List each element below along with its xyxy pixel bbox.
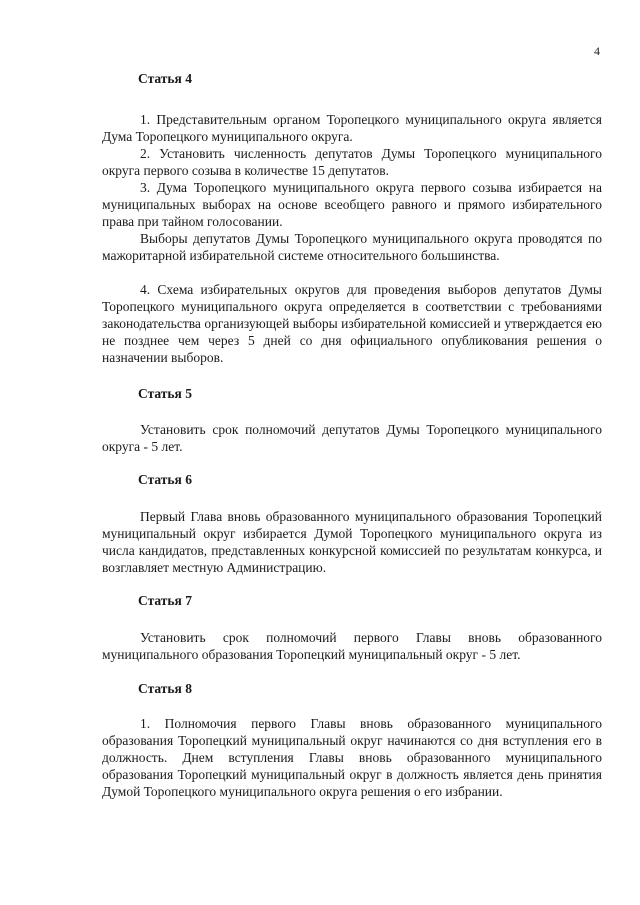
article-4-paragraph-4: Выборы депутатов Думы Торопецкого муниципального округа проводятся по мажоритарной избирательной системе относительного большинства. <box>102 231 602 263</box>
article-4-paragraph-2: 2. Установить численность депутатов Думы Торопецкого муниципального округа первого созыва в количестве 15 депутатов. <box>102 146 602 178</box>
article-8-heading: Статья 8 <box>138 681 192 696</box>
article-5-heading: Статья 5 <box>138 386 192 401</box>
article-4-paragraph-1: 1. Представительным органом Торопецкого муниципального округа является Дума Торопецкого муниципального округа. <box>102 112 602 144</box>
article-8-paragraph-1: 1. Полномочия первого Главы вновь образованного муниципального образования Торопецкий муниципальный округ начинаются со дня вступления его в должность. Днем вступления Главы вновь образованного муниципального образования Торопецкий муниципальный округ в должность является день принятия Думой Торопецкого муниципального округа решения о его избрании. <box>102 716 602 799</box>
article-7-heading: Статья 7 <box>138 593 192 608</box>
article-4-paragraph-5: 4. Схема избирательных округов для проведения выборов депутатов Думы Торопецкого муниципального округа определяется в соответствии с требованиями законодательства организующей выборы избирательной комиссией и утверждается ею не позднее чем через 5 дней со дня официального опубликования решения о назначении выборов. <box>102 282 602 365</box>
article-5-paragraph-1: Установить срок полномочий депутатов Думы Торопецкого муниципального округа - 5 лет. <box>102 422 602 454</box>
article-6-heading: Статья 6 <box>138 472 192 487</box>
article-4-paragraph-3: 3. Дума Торопецкого муниципального округа первого созыва избирается на муниципальных выборах на основе всеобщего равного и прямого избирательного права при тайном голосовании. <box>102 180 602 229</box>
article-7-paragraph-1: Установить срок полномочий первого Главы вновь образованного муниципального образования Торопецкий муниципальный округ - 5 лет. <box>102 630 602 662</box>
page-number: 4 <box>594 44 600 58</box>
article-4-heading: Статья 4 <box>138 71 192 86</box>
article-6-paragraph-1: Первый Глава вновь образованного муниципального образования Торопецкий муниципальный округ избирается Думой Торопецкого муниципального округа из числа кандидатов, представленных конкурсной комиссией по результатам конкурса, и возглавляет местную Администрацию. <box>102 509 602 575</box>
